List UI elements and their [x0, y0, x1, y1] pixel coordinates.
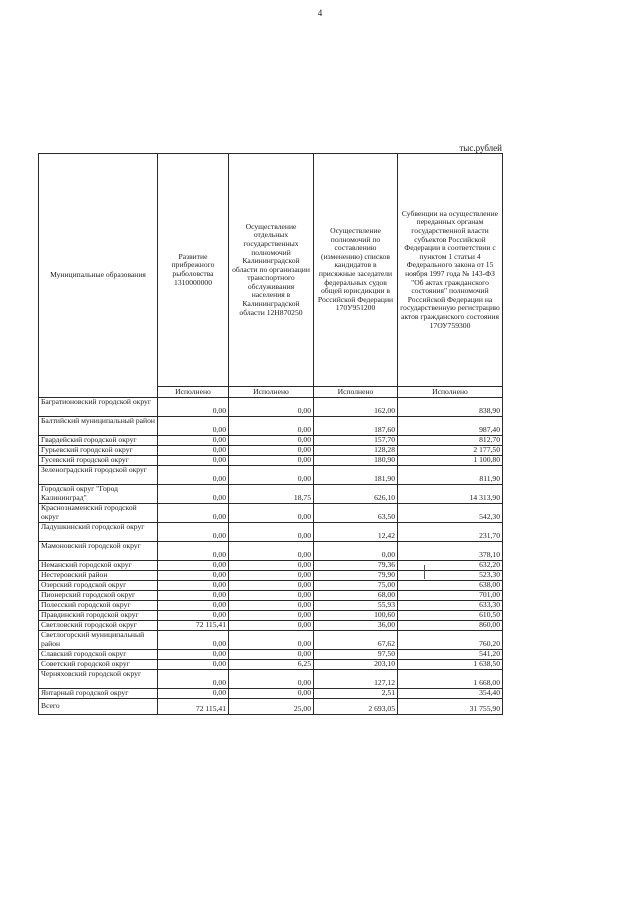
cell-value: 838,90	[398, 398, 503, 417]
cell-value: 0,00	[158, 650, 229, 660]
municipality-name: Городской округ "Город Калининград"	[39, 485, 158, 504]
table-row	[39, 650, 503, 660]
column-header-civil-registry: Субвенции на осуществление переданных органам государственной власти субъектов Российской Федерации в соответствии с пунктом 1 статьи 4 Федерального закона от 15 ноября 1997 года № 143-ФЗ "Об актах гражданского состояния" полномочий Российской Федерации на государственную регистрацию актов гражданского состояния 17ОУ759300	[398, 154, 503, 387]
cell-value: 1 100,80	[398, 456, 503, 466]
table-row	[39, 591, 503, 601]
cell-value: 14 313,90	[398, 485, 503, 504]
municipality-name: Озерский городской округ	[39, 581, 158, 591]
total-value: 2 693,05	[314, 699, 398, 715]
municipality-name: Гусевский городской округ	[39, 456, 158, 466]
cell-value: 760,20	[398, 631, 503, 650]
cell-value: 72 115,41	[158, 621, 229, 631]
cell-value: 541,20	[398, 650, 503, 660]
municipality-name: Мамоновский городской округ	[39, 542, 158, 561]
municipality-name: Балтийский муниципальный район	[39, 417, 158, 436]
cell-value: 0,00	[158, 631, 229, 650]
cell-value: 180,90	[314, 456, 398, 466]
cell-value: 378,10	[398, 542, 503, 561]
table-header-row	[39, 154, 503, 387]
cell-value: 632,20	[398, 561, 503, 571]
table-row	[39, 670, 503, 689]
table-row	[39, 504, 503, 523]
cell-value: 12,42	[314, 523, 398, 542]
municipality-name: Советский городской округ	[39, 660, 158, 670]
table-row	[39, 601, 503, 611]
subheader-executed: Исполнено	[398, 387, 503, 398]
total-row	[39, 699, 503, 715]
cell-value: 0,00	[158, 611, 229, 621]
pen-mark	[424, 565, 425, 579]
cell-value: 231,70	[398, 523, 503, 542]
cell-value: 610,50	[398, 611, 503, 621]
cell-value: 36,00	[314, 621, 398, 631]
table-row	[39, 621, 503, 631]
table-row	[39, 417, 503, 436]
cell-value: 6,25	[229, 660, 314, 670]
municipality-name: Полесский городской округ	[39, 601, 158, 611]
cell-value: 633,30	[398, 601, 503, 611]
cell-value: 0,00	[158, 689, 229, 699]
cell-value: 0,00	[229, 523, 314, 542]
table-row	[39, 398, 503, 417]
cell-value: 75,00	[314, 581, 398, 591]
cell-value: 67,62	[314, 631, 398, 650]
subheader-executed: Исполнено	[314, 387, 398, 398]
cell-value: 523,30	[398, 571, 503, 581]
table-row	[39, 631, 503, 650]
cell-value: 0,00	[158, 523, 229, 542]
cell-value: 701,00	[398, 591, 503, 601]
municipality-name: Правдинский городской округ	[39, 611, 158, 621]
cell-value: 187,60	[314, 417, 398, 436]
cell-value: 0,00	[229, 504, 314, 523]
table-row	[39, 446, 503, 456]
cell-value: 0,00	[158, 601, 229, 611]
table-row	[39, 542, 503, 561]
cell-value: 638,00	[398, 581, 503, 591]
cell-value: 0,00	[158, 561, 229, 571]
cell-value: 812,70	[398, 436, 503, 446]
municipality-name: Пионерский городской округ	[39, 591, 158, 601]
cell-value: 55,93	[314, 601, 398, 611]
cell-value: 0,00	[158, 436, 229, 446]
table-row	[39, 689, 503, 699]
cell-value: 0,00	[229, 456, 314, 466]
table-row	[39, 611, 503, 621]
municipality-name: Светлогорский муниципальный район	[39, 631, 158, 650]
column-header-municipality: Муниципальные образования	[39, 154, 158, 398]
cell-value: 157,70	[314, 436, 398, 446]
table-row	[39, 456, 503, 466]
cell-value: 0,00	[229, 611, 314, 621]
cell-value: 0,00	[229, 436, 314, 446]
subheader-executed: Исполнено	[158, 387, 229, 398]
cell-value: 127,12	[314, 670, 398, 689]
cell-value: 0,00	[229, 571, 314, 581]
cell-value: 1 668,00	[398, 670, 503, 689]
cell-value: 0,00	[229, 417, 314, 436]
cell-value: 0,00	[158, 398, 229, 417]
cell-value: 79,90	[314, 571, 398, 581]
cell-value: 0,00	[158, 542, 229, 561]
total-label: Всего	[39, 699, 158, 715]
cell-value: 811,90	[398, 466, 503, 485]
cell-value: 0,00	[229, 689, 314, 699]
cell-value: 79,36	[314, 561, 398, 571]
table-row	[39, 581, 503, 591]
cell-value: 2 177,50	[398, 446, 503, 456]
cell-value: 0,00	[229, 650, 314, 660]
cell-value: 354,40	[398, 689, 503, 699]
municipality-name: Зеленоградский городской округ	[39, 466, 158, 485]
municipality-name: Нестеровский район	[39, 571, 158, 581]
cell-value: 987,40	[398, 417, 503, 436]
cell-value: 0,00	[229, 466, 314, 485]
cell-value: 0,00	[229, 446, 314, 456]
cell-value: 0,00	[314, 542, 398, 561]
cell-value: 0,00	[229, 591, 314, 601]
cell-value: 0,00	[158, 670, 229, 689]
municipality-name: Багратионовский городской округ	[39, 398, 158, 417]
cell-value: 2,51	[314, 689, 398, 699]
cell-value: 542,30	[398, 504, 503, 523]
total-value: 72 115,41	[158, 699, 229, 715]
municipality-name: Светловский городской округ	[39, 621, 158, 631]
municipality-name: Краснознаменский городской округ	[39, 504, 158, 523]
municipality-name: Неманский городской округ	[39, 561, 158, 571]
cell-value: 162,00	[314, 398, 398, 417]
cell-value: 0,00	[229, 398, 314, 417]
cell-value: 0,00	[158, 581, 229, 591]
cell-value: 128,28	[314, 446, 398, 456]
cell-value: 18,75	[229, 485, 314, 504]
units-label: тыс.рублей	[459, 143, 502, 153]
cell-value: 97,50	[314, 650, 398, 660]
cell-value: 0,00	[158, 571, 229, 581]
cell-value: 0,00	[229, 670, 314, 689]
cell-value: 0,00	[158, 591, 229, 601]
column-header-fishery: Развитие прибрежного рыболовства 1310000000	[158, 154, 229, 387]
municipality-name: Янтарный городской округ	[39, 689, 158, 699]
table-row	[39, 571, 503, 581]
cell-value: 0,00	[158, 446, 229, 456]
cell-value: 0,00	[229, 621, 314, 631]
column-header-jurors: Осуществление полномочий по составлению (изменению) списков кандидатов в присяжные заседатели федеральных судов общей юрисдикции в Российской Федерации 170У951200	[314, 154, 398, 387]
table-row	[39, 523, 503, 542]
cell-value: 0,00	[229, 601, 314, 611]
cell-value: 68,00	[314, 591, 398, 601]
cell-value: 0,00	[158, 456, 229, 466]
cell-value: 0,00	[229, 542, 314, 561]
total-value: 31 755,90	[398, 699, 503, 715]
page-number: 4	[317, 8, 323, 18]
table-row	[39, 436, 503, 446]
budget-table	[38, 153, 503, 715]
cell-value: 203,10	[314, 660, 398, 670]
cell-value: 0,00	[158, 485, 229, 504]
municipality-name: Ладушкинский городской округ	[39, 523, 158, 542]
cell-value: 0,00	[158, 660, 229, 670]
cell-value: 0,00	[158, 466, 229, 485]
column-header-transport: Осуществление отдельных государственных полномочий Калининградской области по организации транспортного обслуживания населения в Калининградской области 12Н870250	[229, 154, 314, 387]
cell-value: 1 638,50	[398, 660, 503, 670]
cell-value: 626,10	[314, 485, 398, 504]
table-row	[39, 561, 503, 571]
cell-value: 0,00	[158, 504, 229, 523]
subheader-executed: Исполнено	[229, 387, 314, 398]
cell-value: 0,00	[229, 631, 314, 650]
municipality-name: Черняховский городской округ	[39, 670, 158, 689]
cell-value: 0,00	[158, 417, 229, 436]
cell-value: 181,90	[314, 466, 398, 485]
municipality-name: Гурьевский городской округ	[39, 446, 158, 456]
table-row	[39, 660, 503, 670]
cell-value: 100,60	[314, 611, 398, 621]
table-row	[39, 466, 503, 485]
table-row	[39, 485, 503, 504]
municipality-name: Гвардейский городской округ	[39, 436, 158, 446]
total-value: 25,00	[229, 699, 314, 715]
cell-value: 860,00	[398, 621, 503, 631]
cell-value: 63,50	[314, 504, 398, 523]
municipality-name: Славский городской округ	[39, 650, 158, 660]
cell-value: 0,00	[229, 581, 314, 591]
cell-value: 0,00	[229, 561, 314, 571]
